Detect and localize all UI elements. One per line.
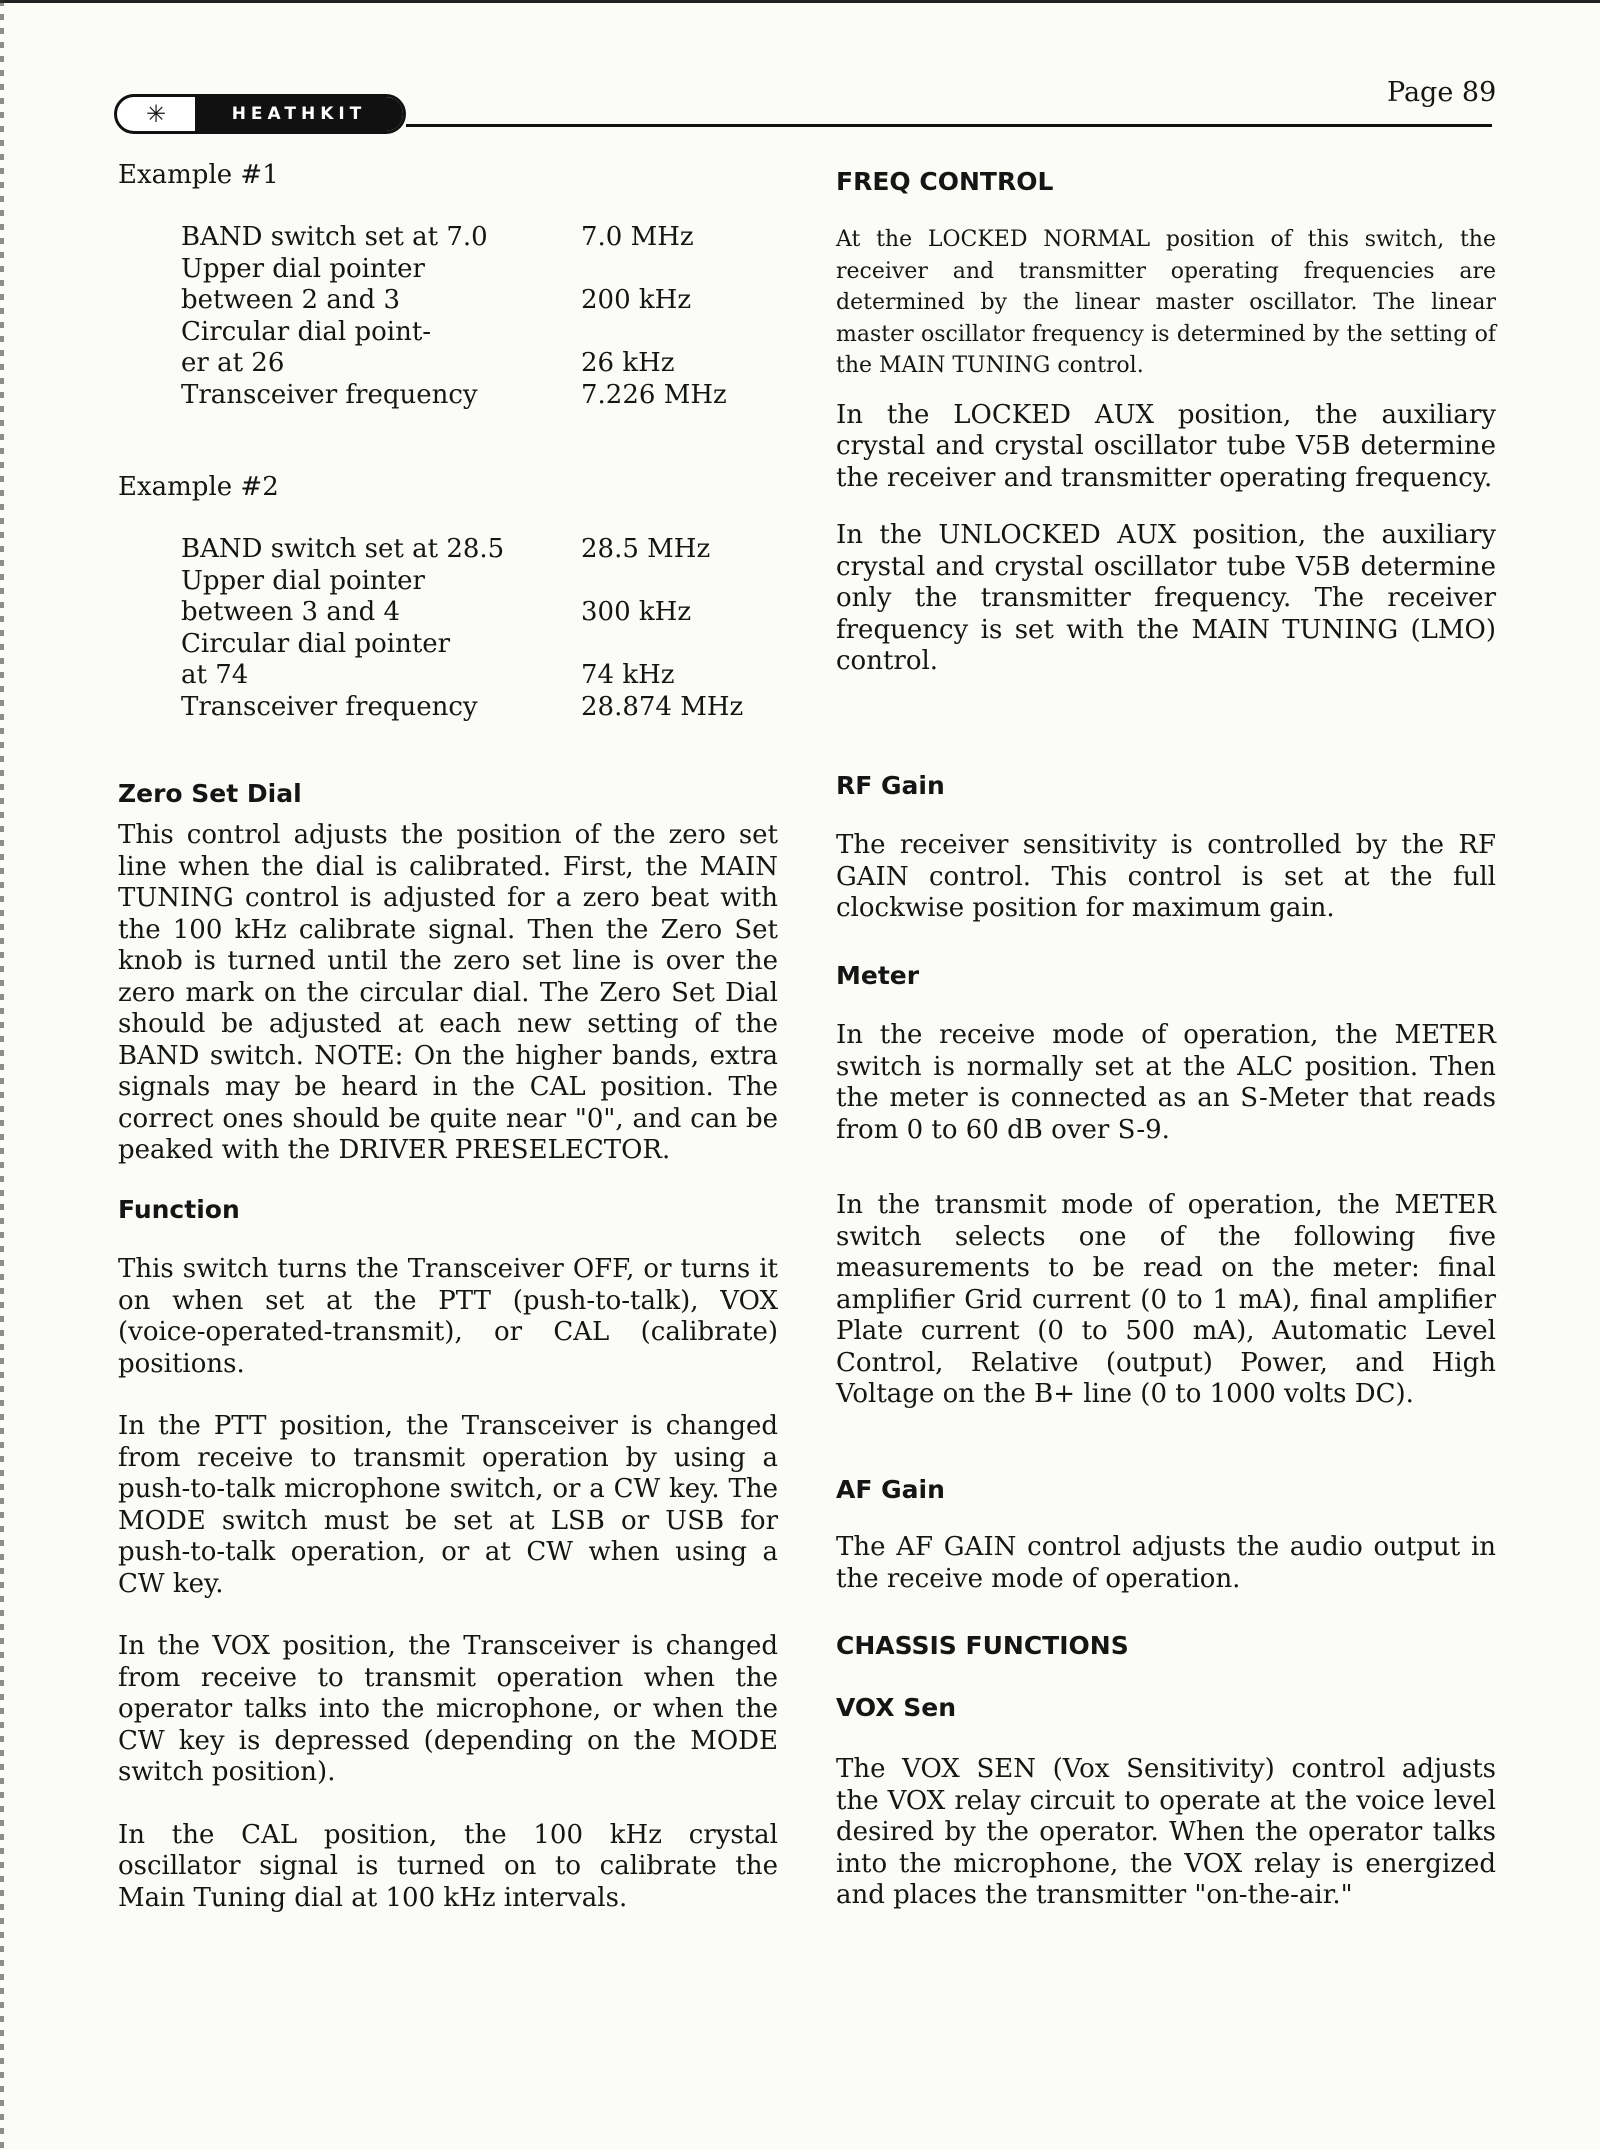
rf-gain-heading: RF Gain: [836, 771, 945, 800]
freq-control-section: [836, 224, 1496, 678]
table-row: [181, 566, 791, 598]
rf-gain-text: The receiver sensitivity is controlled by the RF GAIN control. This control is set at the full clockwise position for maximum gain.: [836, 830, 1496, 923]
table-row: [181, 692, 791, 724]
table-cell-value: 200 kHz: [581, 285, 692, 315]
function-section: [118, 1254, 778, 1914]
table-row: [181, 254, 791, 286]
table-cell-value: 7.226 MHz: [581, 379, 727, 410]
freq-control-paragraph-2: In the LOCKED AUX position, the auxiliary crystal and crystal oscillator tube V5B determine the receiver and transmitter operating frequency.: [836, 399, 1496, 493]
table-cell-value: 74 kHz: [581, 660, 675, 690]
function-paragraph-1: This switch turns the Transceiver OFF, or turns it on when set at the PTT (push-to-talk), VOX (voice-operated-transmit), or CAL (calibrate) positions.: [118, 1254, 778, 1379]
table-cell-label: Transceiver frequency: [181, 379, 478, 410]
table-cell-value: [581, 317, 791, 349]
table-row: [181, 597, 791, 629]
table-cell-label: er at 26: [181, 348, 285, 378]
af-gain-heading: AF Gain: [836, 1475, 945, 1504]
freq-control-heading: FREQ CONTROL: [836, 167, 1054, 196]
table-row: [181, 317, 791, 349]
table-cell-label: Upper dial pointer: [181, 253, 425, 284]
scanned-left-edge: [0, 0, 4, 2150]
function-heading: Function: [118, 1195, 240, 1224]
freq-control-paragraph-1: At the LOCKED NORMAL position of this switch, the receiver and transmitter operating frequencies are determined by the linear master oscillator. The linear master oscillator frequency is determined by the setting of the MAIN TUNING control.: [836, 227, 1496, 378]
table-cell-value: [581, 254, 791, 286]
af-gain-text: The AF GAIN control adjusts the audio output in the receive mode of operation.: [836, 1532, 1496, 1594]
vox-sen-heading: VOX Sen: [836, 1693, 957, 1722]
meter-section: [836, 1020, 1496, 1411]
table-row: [181, 285, 791, 317]
zero-set-dial-heading: Zero Set Dial: [118, 779, 302, 808]
af-gain-section: [836, 1532, 1496, 1595]
table-cell-value: 300 kHz: [581, 597, 692, 627]
example-1-title: Example #1: [118, 160, 279, 190]
table-row: [181, 629, 791, 661]
chassis-functions-heading: CHASSIS FUNCTIONS: [836, 1631, 1129, 1660]
table-cell-value: [581, 566, 791, 598]
table-cell-label: at 74: [181, 660, 249, 690]
vox-sen-text: The VOX SEN (Vox Sensitivity) control adjusts the VOX relay circuit to operate at the voice level desired by the operator. When the operator talks into the microphone, the VOX relay is energized and places the transmitter "on-the-air.": [836, 1754, 1496, 1910]
table-cell-value: 28.5 MHz: [581, 534, 711, 564]
table-cell-value: 7.0 MHz: [581, 222, 694, 252]
zero-set-dial-text: This control adjusts the position of the zero set line when the dial is calibrated. First, the MAIN TUNING control is adjusted for a zero beat with the 100 kHz calibrate signal. Then the Zero Set knob is turned until the zero set line is over the zero mark on the circular dial. The Zero Set Dial should be adjusted at each new setting of the BAND switch. NOTE: On the higher bands, extra signals may be heard in the CAL position. The correct ones should be quite near "0", and can be peaked with the DRIVER PRESELECTOR.: [118, 820, 778, 1165]
function-paragraph-3: In the VOX position, the Transceiver is changed from receive to transmit operation when the operator talks into the microphone, or when the CW key is depressed (depending on the MODE switch position).: [118, 1631, 778, 1787]
table-cell-value: 28.874 MHz: [581, 691, 744, 722]
rf-gain-section: [836, 830, 1496, 925]
table-cell-label: between 2 and 3: [181, 285, 401, 315]
table-row: [181, 380, 791, 412]
table-row: [181, 660, 791, 692]
table-cell-label: Transceiver frequency: [181, 691, 478, 722]
logo-wordmark: HEATHKIT: [195, 97, 403, 131]
example-2-title: Example #2: [118, 472, 279, 502]
table-cell-label: BAND switch set at 28.5: [181, 534, 505, 564]
table-cell-value: 26 kHz: [581, 348, 675, 378]
table-cell-label: between 3 and 4: [181, 597, 401, 627]
logo-star-icon: ✳: [145, 100, 167, 128]
meter-paragraph-1: In the receive mode of operation, the METER switch is normally set at the ALC position. Then the meter is connected as an S-Meter that reads from 0 to 60 dB over S-9.: [836, 1020, 1496, 1145]
table-row: [181, 222, 791, 254]
vox-sen-section: [836, 1754, 1496, 1912]
table-cell-label: Upper dial pointer: [181, 565, 425, 596]
top-border-line: [0, 0, 1600, 3]
header-rule: [406, 124, 1492, 127]
table-row: [181, 348, 791, 380]
table-cell-label: Circular dial point-: [181, 316, 432, 347]
example-1-table: [181, 222, 791, 411]
table-cell-label: BAND switch set at 7.0: [181, 222, 488, 252]
function-paragraph-2: In the PTT position, the Transceiver is changed from receive to transmit operation by using a push-to-talk microphone switch, or a CW key. The MODE switch must be set at LSB or USB for push-to-talk operation, or at CW when using a CW key.: [118, 1411, 778, 1599]
example-2-table: [181, 534, 791, 723]
meter-paragraph-2: In the transmit mode of operation, the METER switch selects one of the following five measurements to be read on the meter: final amplifier Grid current (0 to 1 mA), final amplifier Plate current (0 to 500 mA), Automatic Level Control, Relative (output) Power, and High Voltage on the B+ line (0 to 1000 volts DC).: [836, 1190, 1496, 1409]
table-cell-value: [581, 629, 791, 661]
freq-control-paragraph-3: In the UNLOCKED AUX position, the auxiliary crystal and crystal oscillator tube V5B determine only the transmitter frequency. The receiver frequency is set with the MAIN TUNING (LMO) control.: [836, 520, 1496, 676]
heathkit-logo: [114, 94, 406, 134]
zero-set-dial-section: [118, 820, 778, 1167]
table-row: [181, 534, 791, 566]
meter-heading: Meter: [836, 961, 920, 990]
page-number: Page 89: [1387, 77, 1497, 108]
table-cell-label: Circular dial pointer: [181, 628, 451, 659]
function-paragraph-4: In the CAL position, the 100 kHz crystal oscillator signal is turned on to calibrate the Main Tuning dial at 100 kHz intervals.: [118, 1819, 778, 1913]
